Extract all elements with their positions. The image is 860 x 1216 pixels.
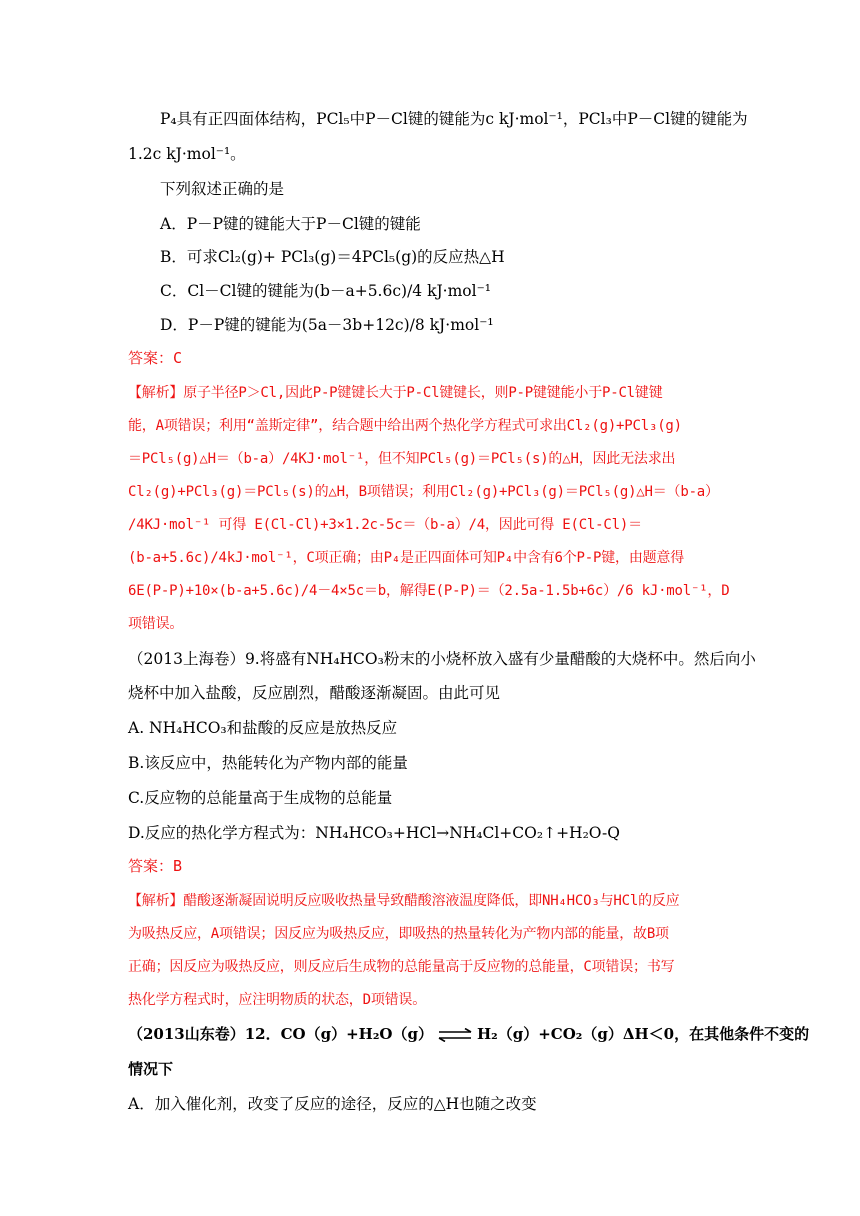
analysis-line: 【解析】醋酸逐渐凝固说明反应吸收热量导致醋酸溶液温度降低，即NH₄HCO₃与HCl的反应 [128, 893, 680, 909]
analysis-line: 为吸热反应，A项错误；因反应为吸热反应，即吸热的热量转化为产物内部的能量，故B项 [128, 926, 669, 942]
analysis-line: 正确；因反应为吸热反应，则反应后生成物的总能量高于反应物的总能量，C项错误；书写 [128, 959, 675, 975]
question-stem-line-2: 情况下 [128, 1060, 174, 1078]
analysis-line: (b-a+5.6c)/4kJ·mol⁻¹，C项正确；由P₄是正四面体可知P₄中含有6个P-P键，由题意得 [128, 550, 685, 566]
analysis-line: ＝PCl₅(g)△H＝（b-a）/4KJ·mol⁻¹，但不知PCl₅(g)＝PCl₅(s)的△H，因此无法求出 [128, 451, 676, 467]
analysis-line: 【解析】原子半径P＞Cl,因此P-P键键长大于P-Cl键键长，则P-P键键能小于P-Cl键键 [128, 385, 663, 401]
option-c: C．Cl－Cl键的键能为(b－a+5.6c)/4 kJ·mol⁻¹ [160, 282, 491, 300]
option-d: D．P－P键的键能为(5a－3b+12c)/8 kJ·mol⁻¹ [160, 316, 494, 334]
analysis-line: 热化学方程式时，应注明物质的状态，D项错误。 [128, 992, 427, 1008]
question-prompt: 下列叙述正确的是 [160, 180, 285, 198]
question-stem-line-1: （2013上海卷）9.将盛有NH₄HCO₃粉末的小烧杯放入盛有少量醋酸的大烧杯中。然后向小 [128, 650, 756, 668]
answer-line: 答案：B [128, 857, 183, 875]
option-d: D.反应的热化学方程式为：NH₄HCO₃+HCl→NH₄Cl+CO₂↑+H₂O-Q [128, 824, 621, 842]
question-stem-line-2: 1.2c kJ·mol⁻¹。 [128, 145, 246, 163]
equation-right: H₂（g）+CO₂（g）ΔH＜0，在其他条件不变的 [476, 1025, 810, 1043]
analysis-line: 项错误。 [128, 616, 184, 632]
option-a: A．加入催化剂，改变了反应的途径，反应的△H也随之改变 [128, 1095, 537, 1113]
question-stem-line-2: 烧杯中加入盐酸，反应剧烈，醋酸逐渐凝固。由此可见 [128, 684, 501, 702]
answer-line: 答案：C [128, 349, 183, 367]
option-c: C.反应物的总能量高于生成物的总能量 [128, 789, 393, 807]
option-a: A. NH₄HCO₃和盐酸的反应是放热反应 [128, 719, 398, 737]
option-b: B．可求Cl₂(g)+ PCl₃(g)＝4PCl₅(g)的反应热△H [160, 248, 505, 266]
analysis-line: Cl₂(g)+PCl₃(g)＝PCl₅(s)的△H，B项错误；利用Cl₂(g)+PCl₃(g)＝PCl₅(g)△H＝（b-a） [128, 484, 719, 500]
analysis-line: /4KJ·mol⁻¹ 可得 E(Cl-Cl)+3×1.2c-5c＝（b-a）/4，因此可得 E(Cl-Cl)＝ [128, 517, 642, 533]
equation-left: （2013山东卷）12．CO（g）+H₂O（g） [128, 1025, 433, 1043]
option-b: B.该反应中，热能转化为产物内部的能量 [128, 754, 408, 772]
question-stem-line-1: P₄具有正四面体结构，PCl₅中P－Cl键的键能为c kJ·mol⁻¹，PCl₃中P－Cl键的键能为 [160, 110, 748, 128]
question-stem-line-1 [128, 1023, 809, 1045]
analysis-line: 6E(P-P)+10×(b-a+5.6c)/4－4×5c＝b，解得E(P-P)＝（2.5a-1.5b+6c）/6 kJ·mol⁻¹，D [128, 583, 730, 599]
option-a: A．P－P键的键能大于P－Cl键的键能 [160, 215, 421, 233]
analysis-line: 能，A项错误；利用“盖斯定律”，结合题中给出两个热化学方程式可求出Cl₂(g)+PCl₃(g) [128, 418, 682, 434]
equilibrium-arrows-icon [437, 1028, 473, 1042]
